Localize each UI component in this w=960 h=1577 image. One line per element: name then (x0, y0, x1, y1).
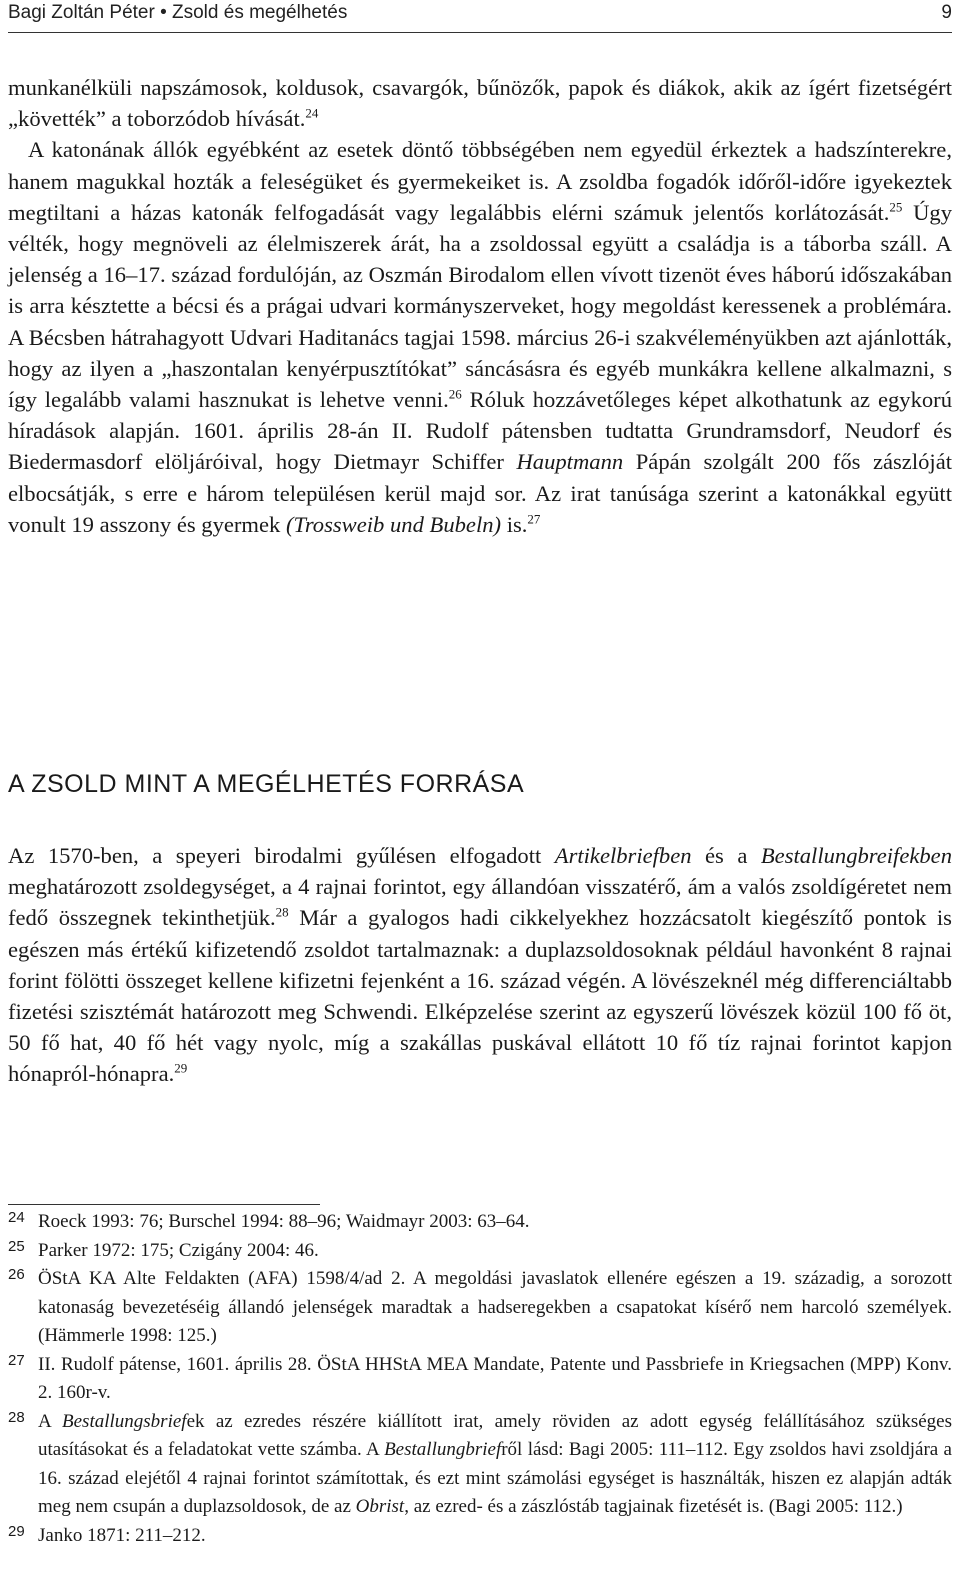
footnote-24: 24 Roeck 1993: 76; Burschel 1994: 88–96; Waidmayr 2003: 63–64. (8, 1209, 530, 1232)
footnote-ref-27[interactable]: 27 (527, 511, 541, 527)
footnotes (8, 1208, 952, 1550)
paragraph-1: munkanélküli napszámosok, koldusok, csavargók, bűnözők, papok és diákok, akik az ígért fizetségért „követték” a toborzódob hívását.$^{24}$ (8, 75, 952, 132)
paragraph-2: A katonának állók egyébként az esetek döntő többségében nem egyedül érkeztek a hadszínterekre, hanem magukkal hozták a feleségüket és gyermekeiket is. A zsoldba fogadók időről-időre igyekeztek megtiltani a házas katonák felfogadását vagy legalábbis elérni számuk jelentős korlátozását.$^{25}$ Úgy vélték, hogy megnöveli az élelmiszerek árát, ha a zsoldossal együtt a családja is a táborba száll. A jelenség a 16–17. század fordulóján, az Oszmán Birodalom ellen vívott tizenöt éves háború időszakában is arra késztette a bécsi és a prágai udvari kormányszerveket, hogy megoldást keressenek a problémára. A Bécsben hátrahagyott Udvari Haditanács tagjai 1598. március 26-i szakvéleményükben azt ajánlották, hogy az ilyen a „haszontalan kenyérpusztítókat” sáncásásra és egyéb munkákra kellene alkalmazni, s így legalább valami hasznukat is lehetve venni.$^{26}$ Róluk hozzávetőleges képet alkothatunk az egykorú híradások alapján. 1601. április 28-án II. Rudolf pátensben tudtatta Grundramsdorf, Neudorf és Biedermasdorf elöljáróival, hogy Dietmayr Schiffer Hauptmann Pápán szolgált 200 fős zászlóját elbocsátják, s erre e három településen kerül majd sor. Az irat tanúsága szerint a katonákkal együtt vonult 19 asszony és gyermek (Trossweib und Bubeln) is.$^{27}$ (8, 137, 952, 537)
running-head: Bagi Zoltán Péter • Zsold és megélhetés (8, 2, 348, 23)
footnote-ref-26[interactable]: 26 (448, 386, 462, 402)
footnote-26: 26 ÖStA KA Alte Feldakten (AFA) 1598/4/ad 2. A megoldási javaslatok ellenére egészen a 19. századig, a sorozott katonaság bevezetéséig állandó jelenségek maradtak a hadseregekben a csapatokat kísérő nem harcoló személyek. (Hämmerle 1998: 125.) (8, 1266, 952, 1346)
footnote-ref-25[interactable]: 25 (889, 199, 903, 215)
footnote-28: 28 A Bestallungsbriefek az ezredes részére kiállított irat, amely röviden az adott egység felállításához szükséges utasításokat és a feladatokat vette számba. A Bestallungbriefről lásd: Bagi 2005: 111–112. Egy zsoldos havi zsoldjára a 16. század elejétől 4 rajnai forintot számítottak, és ezt mint számolási egységet is használták, hiszen ez alapján adták meg nem csupán a duplazsoldosok, de az Obrist, az ezred- és a zászlóstáb tagjainak fizetését is. (Bagi 2005: 112.) (8, 1408, 952, 1517)
footnote-27: 27 II. Rudolf pátense, 1601. április 28. ÖStA HHStA MEA Mandate, Patente und Passbriefe in Kriegsachen (MPP) Konv. 2. 160r-v. (8, 1351, 952, 1403)
running-header (8, 0, 952, 33)
footnote-divider (8, 1204, 320, 1205)
section-heading: A ZSOLD MINT A MEGÉLHETÉS FORRÁSA (8, 770, 525, 798)
footnote-29: 29 Janko 1871: 211–212. (8, 1522, 206, 1546)
page-number: 9 (941, 2, 952, 23)
footnote-ref-28[interactable]: 28 (275, 904, 289, 920)
paragraph-3: Az 1570-ben, a speyeri birodalmi gyűlésen elfogadott Artikelbriefben és a Bestallungbreifekben meghatározott zsoldegységet, a 4 rajnai forintot, egy állandóan visszatérő, ám a valós zsoldígéretet nem fedő összegnek tekinthetjük.$^{28}$ Már a gyalogos hadi cikkelyekhez hozzácsatolt kiegészítő pontok is egészen más értékű kifizetendő zsoldot tartalmaznak: a duplazsoldosoknak például havonként 8 rajnai forint fölötti összeget kellene kifizetni fejenként a 16. század végén. A lövészeknél még differenciáltabb fizetési szisztémát határozott meg Schwendi. Elképzelése szerint az egyszerű lövészek közül 100 fő öt, 50 fő hat, 40 fő hét vagy nyolc, míg a szakállas puskával ellátott 10 fő tíz rajnai forintot kapjon hónapról-hónapra.$^{29}$ (8, 843, 953, 1087)
footnote-25: 25 Parker 1972: 175; Czigány 2004: 46. (8, 1237, 319, 1261)
body-text-section-1 (8, 72, 952, 540)
footnote-ref-24[interactable]: 24 (305, 105, 319, 121)
footnote-ref-29[interactable]: 29 (174, 1060, 188, 1076)
body-text-section-2 (8, 840, 952, 1090)
